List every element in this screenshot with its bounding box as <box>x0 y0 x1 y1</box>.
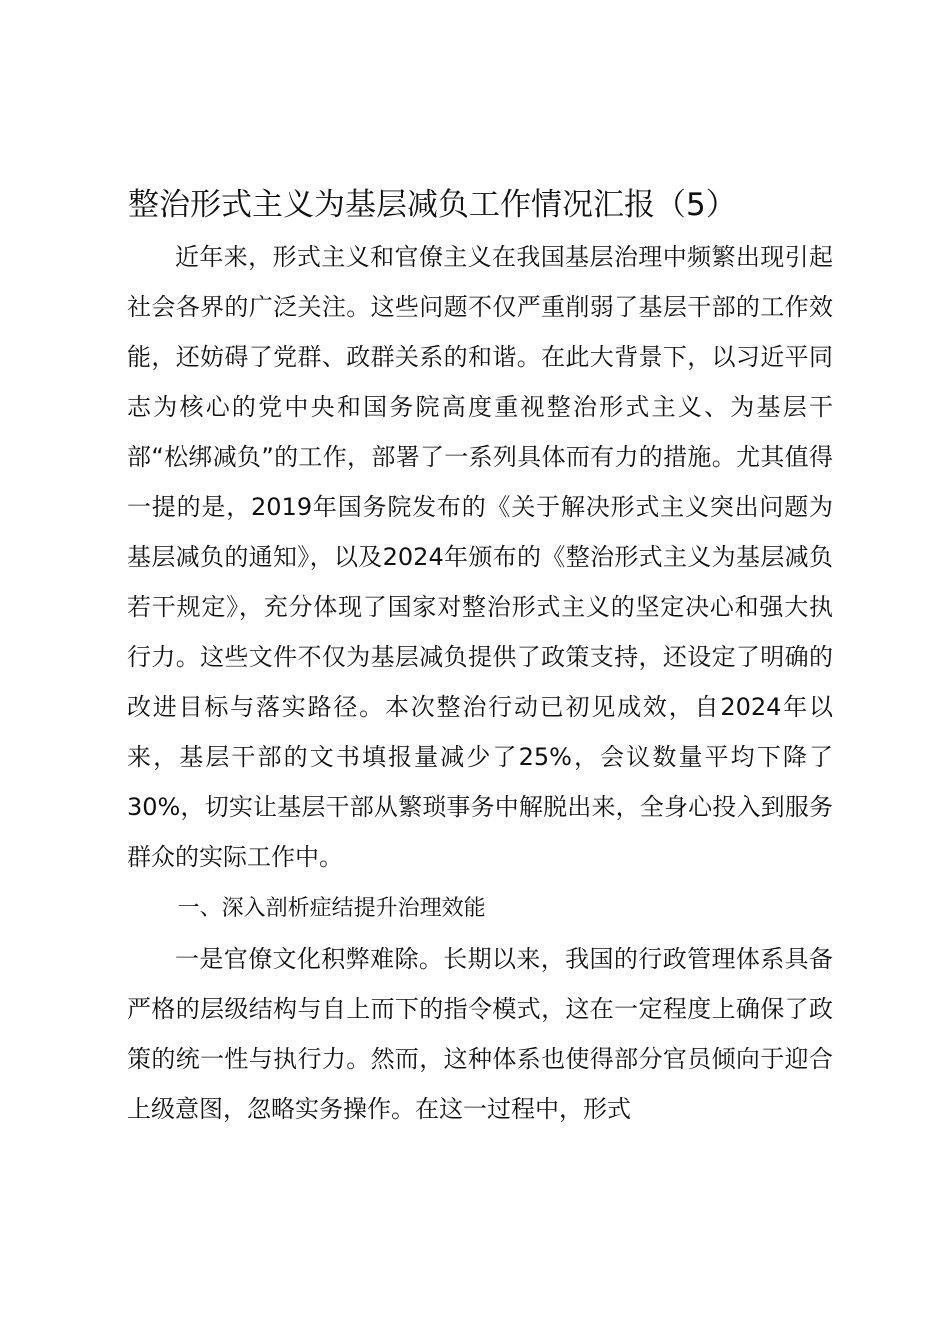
section-paragraph: 一是官僚文化积弊难除。长期以来，我国的行政管理体系具备严格的层级结构与自上而下的指令模式，这在一定程度上确保了政策的统一性与执行力。然而，这种体系也使得部分官员倾向于迎合上级意图，忽略实务操作。在这一过程中，形式 <box>127 945 833 1123</box>
document-title: 整治形式主义为基层减负工作情况汇报（5） <box>128 187 737 223</box>
intro-paragraph: 近年来，形式主义和官僚主义在我国基层治理中频繁出现引起社会各界的广泛关注。这些问题不仅严重削弱了基层干部的工作效能，还妨碍了党群、政群关系的和谐。在此大背景下，以习近平同志为核心的党中央和国务院高度重视整治形式主义、为基层干部“松绑减负”的工作，部署了一系列具体而有力的措施。尤其值得一提的是，2019年国务院发布的《关于解决形式主义突出问题为基层减负的通知》，以及2024年颁布的《整治形式主义为基层减负若干规定》，充分体现了国家对整治形式主义的坚定决心和强大执行力。这些文件不仅为基层减负提供了政策支持，还设定了明确的改进目标与落实路径。本次整治行动已初见成效，自2024年以来，基层干部的文书填报量减少了25%，会议数量平均下降了30%，切实让基层干部从繁琐事务中解脱出来，全身心投入到服务群众的实际工作中。 <box>127 243 833 871</box>
section-heading: 一、深入剖析症结提升治理效能 <box>177 896 486 921</box>
document-body <box>127 232 833 1134</box>
